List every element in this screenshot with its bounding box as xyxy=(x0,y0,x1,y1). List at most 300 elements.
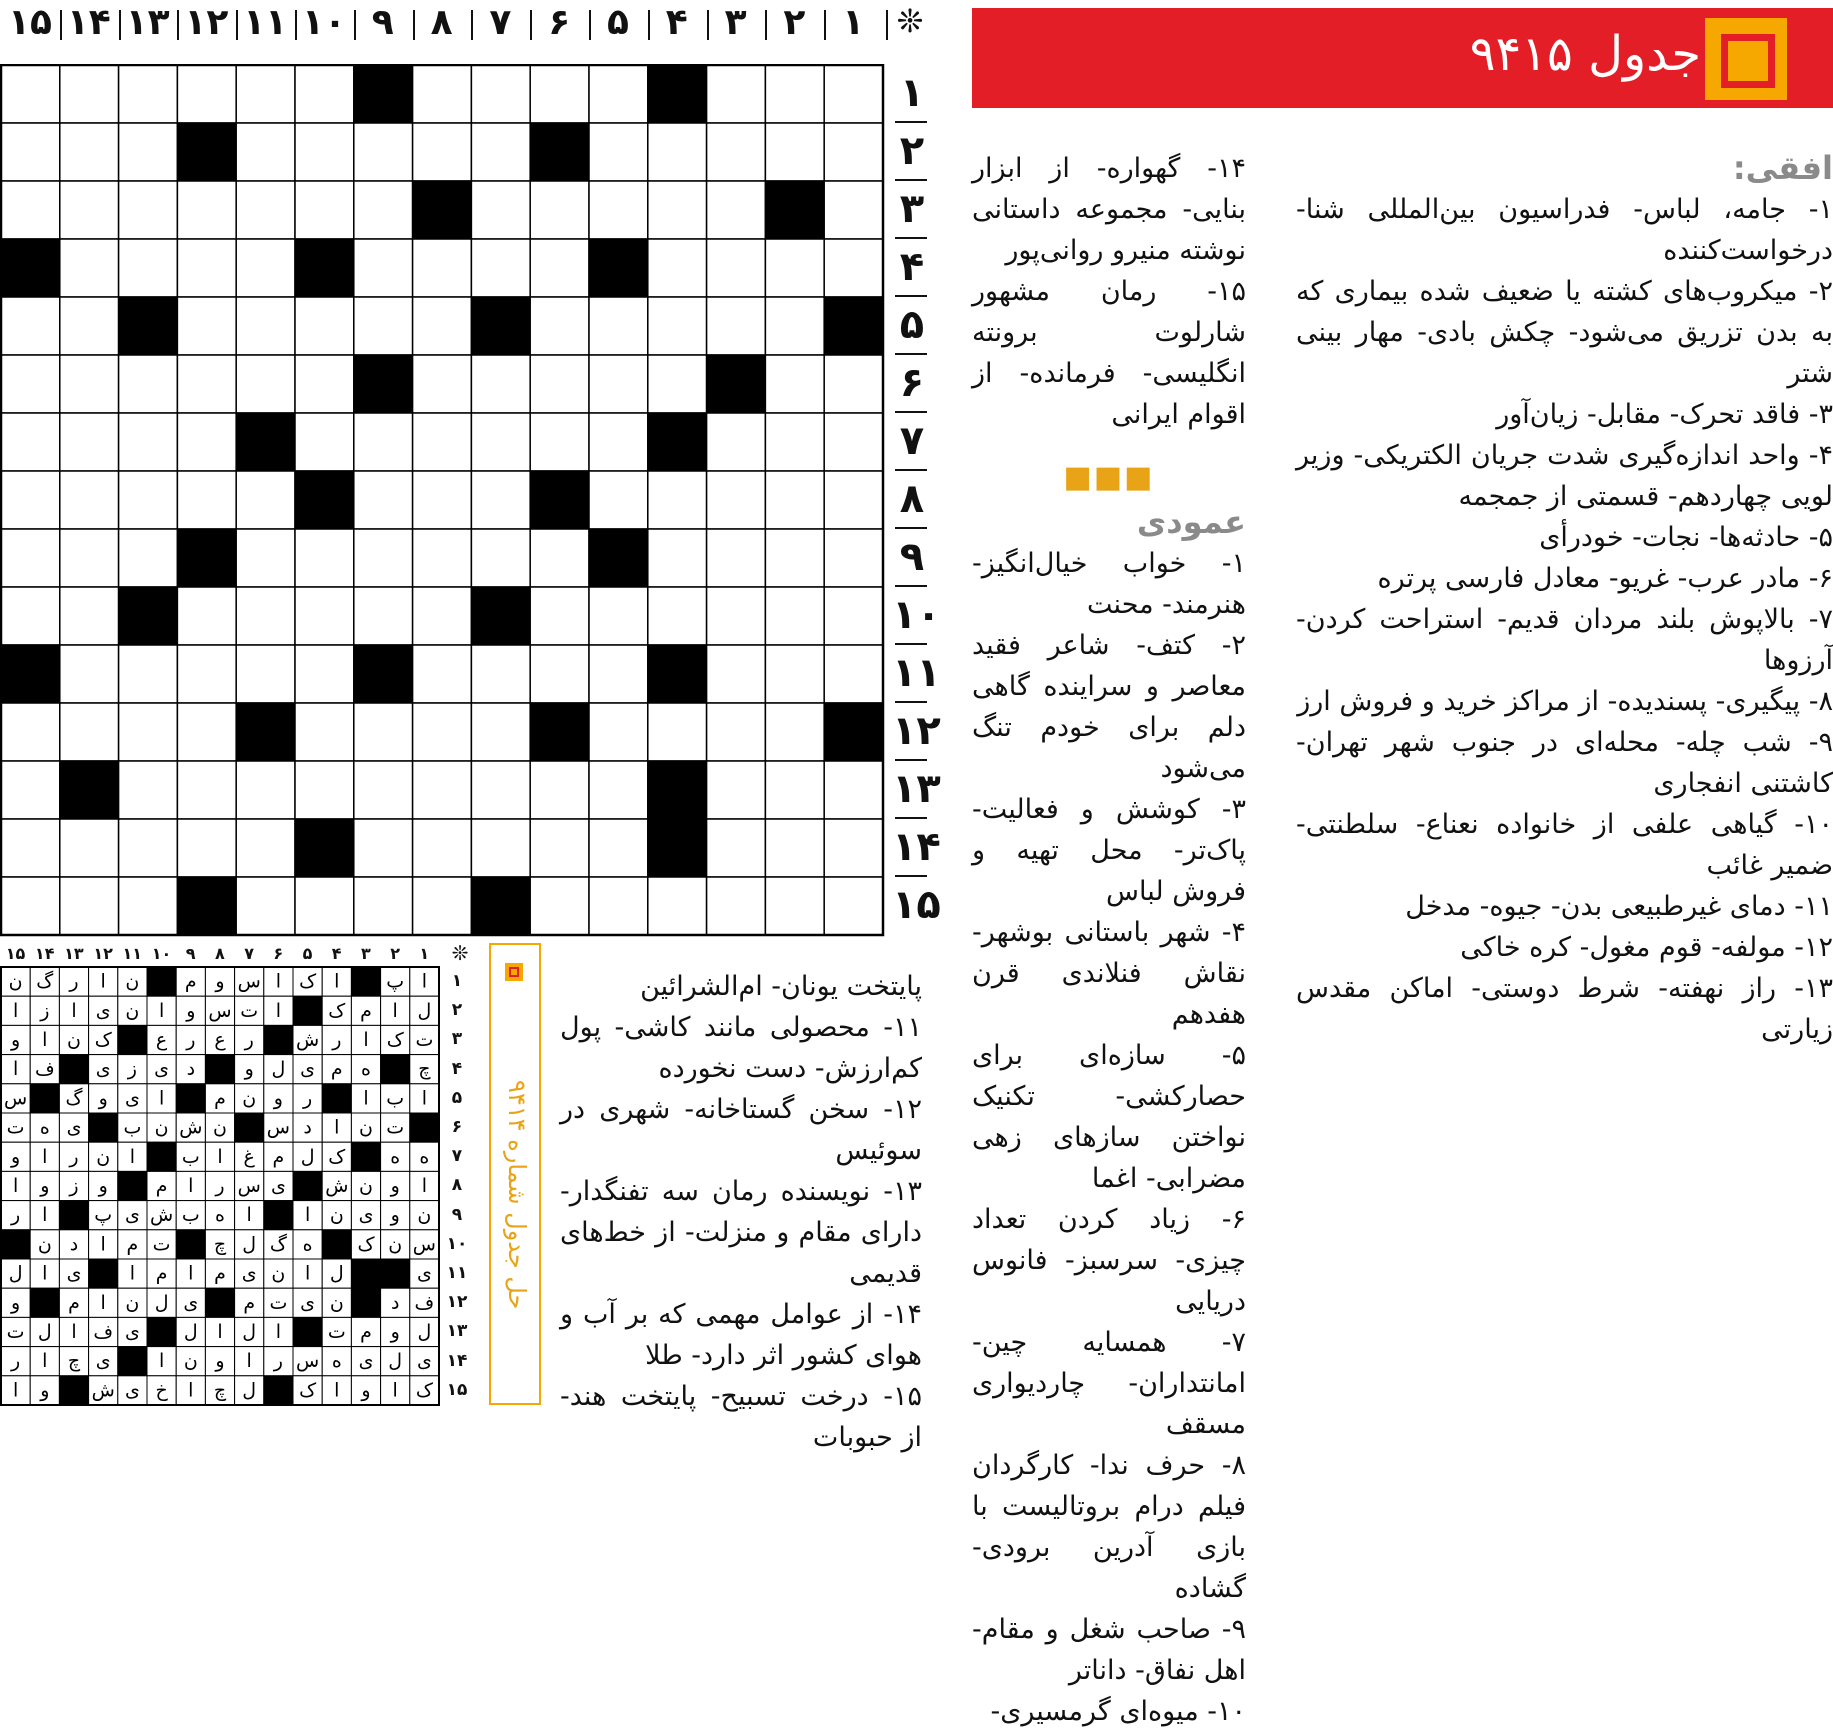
grid-cell[interactable] xyxy=(648,703,707,761)
solution-block-cell xyxy=(351,1288,380,1317)
solution-letter: س xyxy=(295,1350,320,1373)
grid-cell[interactable] xyxy=(119,761,178,819)
solution-letter: ا xyxy=(158,1087,165,1110)
grid-cell[interactable] xyxy=(1,587,60,645)
grid-cell[interactable] xyxy=(177,587,236,645)
grid-cell[interactable] xyxy=(707,471,766,529)
grid-cell[interactable] xyxy=(295,413,354,471)
grid-cell[interactable] xyxy=(295,297,354,355)
grid-cell[interactable] xyxy=(589,471,648,529)
grid-column-number: ۱۵ xyxy=(8,2,52,43)
grid-cell[interactable] xyxy=(413,471,472,529)
grid-block-cell xyxy=(648,413,707,471)
grid-cell[interactable] xyxy=(707,877,766,935)
solution-letter: ا xyxy=(71,999,77,1022)
grid-cell[interactable] xyxy=(236,761,295,819)
grid-cell[interactable] xyxy=(824,645,883,703)
solution-letter: و xyxy=(186,999,196,1022)
grid-cell[interactable] xyxy=(707,123,766,181)
grid-cell[interactable] xyxy=(707,181,766,239)
grid-cell[interactable] xyxy=(119,877,178,935)
solution-row-number: ۸ xyxy=(451,1175,463,1196)
solution-letter: ن xyxy=(213,1116,227,1139)
grid-cell[interactable] xyxy=(589,297,648,355)
grid-cell[interactable] xyxy=(295,645,354,703)
grid-cell[interactable] xyxy=(648,471,707,529)
grid-cell[interactable] xyxy=(589,819,648,877)
solution-letter: ا xyxy=(100,1291,106,1314)
solution-block-cell xyxy=(410,1113,439,1142)
solution-letter: ک xyxy=(328,999,346,1022)
grid-cell[interactable] xyxy=(295,65,354,123)
solution-block-cell xyxy=(264,1025,293,1054)
solution-letter: ی xyxy=(416,1350,432,1373)
grid-cell[interactable] xyxy=(413,123,472,181)
solution-letter: ی xyxy=(95,999,111,1022)
grid-cell[interactable] xyxy=(765,703,824,761)
grid-block-cell xyxy=(824,297,883,355)
grid-cell[interactable] xyxy=(177,413,236,471)
across-clue: ۷- بالاپوش بلند مردان قدیم- استراحت کردن- آرزوها xyxy=(1296,604,1833,676)
grid-cell[interactable] xyxy=(707,819,766,877)
grid-cell[interactable] xyxy=(824,761,883,819)
solution-letter: ا xyxy=(334,1379,340,1402)
across-clue: ۱۳- راز نهفته- شرط دوستی- اماکن مقدس زیارتی xyxy=(1296,973,1833,1045)
solution-column-number: ۱۱ xyxy=(122,944,143,963)
solution-row-number: ۴ xyxy=(451,1058,463,1079)
solution-letter: ا xyxy=(217,1145,223,1168)
grid-cell[interactable] xyxy=(1,355,60,413)
grid-block-cell xyxy=(471,587,530,645)
grid-cell[interactable] xyxy=(119,181,178,239)
grid-cell[interactable] xyxy=(530,819,589,877)
grid-cell[interactable] xyxy=(765,645,824,703)
across-clue: ۱۲- مولفه- قوم مغول- کره خاکی xyxy=(1460,932,1833,963)
grid-row-number: ۱ xyxy=(899,70,925,116)
grid-cell[interactable] xyxy=(530,529,589,587)
grid-cell[interactable] xyxy=(471,413,530,471)
grid-cell[interactable] xyxy=(1,181,60,239)
solution-letter: ا xyxy=(158,999,165,1022)
grid-cell[interactable] xyxy=(60,587,119,645)
grid-cell[interactable] xyxy=(471,65,530,123)
grid-cell[interactable] xyxy=(177,703,236,761)
grid-cell[interactable] xyxy=(589,587,648,645)
grid-cell[interactable] xyxy=(354,239,413,297)
grid-cell[interactable] xyxy=(413,761,472,819)
grid-cell[interactable] xyxy=(765,529,824,587)
solution-letter: ا xyxy=(188,1262,194,1285)
grid-cell[interactable] xyxy=(236,529,295,587)
grid-cell[interactable] xyxy=(60,181,119,239)
grid-cell[interactable] xyxy=(707,297,766,355)
grid-cell[interactable] xyxy=(707,645,766,703)
grid-cell[interactable] xyxy=(413,65,472,123)
grid-cell[interactable] xyxy=(60,413,119,471)
grid-cell[interactable] xyxy=(236,645,295,703)
grid-cell[interactable] xyxy=(354,587,413,645)
grid-cell[interactable] xyxy=(1,877,60,935)
grid-cell[interactable] xyxy=(1,819,60,877)
grid-cell[interactable] xyxy=(413,239,472,297)
grid-cell[interactable] xyxy=(413,297,472,355)
grid-cell[interactable] xyxy=(589,877,648,935)
grid-cell[interactable] xyxy=(530,645,589,703)
grid-cell[interactable] xyxy=(236,587,295,645)
grid-cell[interactable] xyxy=(413,877,472,935)
solution-block-cell xyxy=(59,1055,88,1084)
solution-block-cell xyxy=(322,1084,351,1113)
grid-cell[interactable] xyxy=(119,355,178,413)
grid-cell[interactable] xyxy=(530,297,589,355)
grid-cell[interactable] xyxy=(765,877,824,935)
grid-cell[interactable] xyxy=(530,65,589,123)
grid-cell[interactable] xyxy=(765,65,824,123)
solution-letter: و xyxy=(40,1379,50,1402)
grid-cell[interactable] xyxy=(471,761,530,819)
grid-cell[interactable] xyxy=(824,877,883,935)
solution-letter: ش xyxy=(325,1175,349,1197)
grid-cell[interactable] xyxy=(707,761,766,819)
grid-cell[interactable] xyxy=(765,819,824,877)
grid-cell[interactable] xyxy=(471,471,530,529)
solution-row-number: ۱۰ xyxy=(446,1233,468,1254)
grid-cell[interactable] xyxy=(648,181,707,239)
across-clues-continued xyxy=(972,148,1246,435)
grid-cell[interactable] xyxy=(354,297,413,355)
grid-cell[interactable] xyxy=(589,761,648,819)
solution-letter: م xyxy=(360,1321,372,1343)
grid-cell[interactable] xyxy=(413,703,472,761)
grid-cell[interactable] xyxy=(413,819,472,877)
solution-letter: ک xyxy=(357,1233,375,1256)
down-title: عمودی xyxy=(1136,503,1246,541)
grid-cell[interactable] xyxy=(295,355,354,413)
grid-cell[interactable] xyxy=(530,761,589,819)
grid-cell[interactable] xyxy=(824,123,883,181)
grid-cell[interactable] xyxy=(1,529,60,587)
solution-letter: ا xyxy=(12,1175,19,1197)
solution-letter: گ xyxy=(269,1233,287,1256)
grid-cell[interactable] xyxy=(119,645,178,703)
grid-block-cell xyxy=(765,181,824,239)
grid-cell[interactable] xyxy=(707,239,766,297)
solution-letter: و xyxy=(40,1175,50,1197)
across-clue: ۱- جامه، لباس- فدراسیون بین‌المللی شنا- درخواست‌کننده xyxy=(1296,194,1833,266)
grid-cell[interactable] xyxy=(589,645,648,703)
solution-letter: چ xyxy=(213,1233,227,1256)
solution-letter: م xyxy=(155,1262,168,1285)
grid-cell[interactable] xyxy=(471,529,530,587)
grid-cell[interactable] xyxy=(295,703,354,761)
solution-grid xyxy=(0,966,440,1406)
solution-letter: م xyxy=(214,1087,226,1110)
grid-cell[interactable] xyxy=(824,471,883,529)
row-separator xyxy=(895,469,927,471)
grid-cell[interactable] xyxy=(60,819,119,877)
grid-cell[interactable] xyxy=(1,761,60,819)
grid-cell[interactable] xyxy=(765,297,824,355)
grid-cell[interactable] xyxy=(177,819,236,877)
grid-cell[interactable] xyxy=(707,65,766,123)
grid-cell[interactable] xyxy=(413,529,472,587)
grid-cell[interactable] xyxy=(177,645,236,703)
grid-cell[interactable] xyxy=(530,587,589,645)
grid-cell[interactable] xyxy=(354,877,413,935)
grid-cell[interactable] xyxy=(60,297,119,355)
grid-cell[interactable] xyxy=(177,297,236,355)
solution-letter: س xyxy=(208,999,232,1022)
solution-letter: ب xyxy=(386,1087,405,1110)
grid-cell[interactable] xyxy=(707,703,766,761)
solution-letter: ی xyxy=(66,1116,82,1139)
solution-row-number: ۱۵ xyxy=(446,1379,468,1400)
grid-cell[interactable] xyxy=(824,413,883,471)
grid-cell[interactable] xyxy=(295,181,354,239)
grid-cell[interactable] xyxy=(177,181,236,239)
grid-cell[interactable] xyxy=(177,65,236,123)
grid-cell[interactable] xyxy=(119,703,178,761)
clues-column-left xyxy=(560,966,922,1458)
solution-letter: و xyxy=(390,1175,400,1197)
grid-cell[interactable] xyxy=(707,529,766,587)
grid-cell[interactable] xyxy=(765,413,824,471)
grid-cell[interactable] xyxy=(1,65,60,123)
grid-cell[interactable] xyxy=(824,587,883,645)
grid-block-cell xyxy=(236,703,295,761)
grid-cell[interactable] xyxy=(530,181,589,239)
solution-letter: ت xyxy=(240,999,259,1022)
crossword-grid[interactable] xyxy=(0,64,885,937)
grid-cell[interactable] xyxy=(236,877,295,935)
grid-cell[interactable] xyxy=(1,413,60,471)
grid-cell[interactable] xyxy=(119,123,178,181)
solution-letter: ی xyxy=(300,1291,316,1314)
solution-letter: ب xyxy=(181,1204,200,1227)
grid-cell[interactable] xyxy=(765,587,824,645)
grid-cell[interactable] xyxy=(1,703,60,761)
grid-row-number: ۵ xyxy=(899,302,925,348)
solution-letter: ل xyxy=(388,1350,403,1373)
solution-row-number: ۱۴ xyxy=(446,1350,468,1371)
solution-letter: ل xyxy=(242,1321,257,1343)
grid-column-number: ۶ xyxy=(548,2,571,43)
grid-block-cell xyxy=(354,65,413,123)
grid-cell[interactable] xyxy=(824,65,883,123)
grid-cell[interactable] xyxy=(471,645,530,703)
solution-letter: پ xyxy=(94,1204,113,1227)
grid-cell[interactable] xyxy=(295,877,354,935)
grid-cell[interactable] xyxy=(471,239,530,297)
grid-block-cell xyxy=(354,355,413,413)
grid-cell[interactable] xyxy=(60,645,119,703)
grid-cell[interactable] xyxy=(354,761,413,819)
grid-cell[interactable] xyxy=(354,529,413,587)
row-separator xyxy=(895,237,927,239)
grid-cell[interactable] xyxy=(707,413,766,471)
solution-letter: و xyxy=(11,1145,21,1168)
down-clue: ۱۳- نویسنده رمان سه تفنگدار- دارای مقام و منزلت- از خط‌های قدیمی xyxy=(560,1176,922,1289)
grid-cell[interactable] xyxy=(765,761,824,819)
solution-letter: س xyxy=(3,1087,28,1110)
grid-cell[interactable] xyxy=(648,123,707,181)
grid-cell[interactable] xyxy=(648,877,707,935)
grid-cell[interactable] xyxy=(824,355,883,413)
grid-block-cell xyxy=(1,645,60,703)
grid-cell[interactable] xyxy=(60,529,119,587)
grid-cell[interactable] xyxy=(413,587,472,645)
across-clue: ۱۰- گیاهی علفی از خانواده نعناع- سلطنتی- ضمیر غائب xyxy=(1296,809,1833,881)
grid-cell[interactable] xyxy=(589,355,648,413)
row-separator xyxy=(895,759,927,761)
solution-letter: ا xyxy=(217,1321,223,1343)
grid-cell[interactable] xyxy=(824,181,883,239)
solution-letter: و xyxy=(361,1379,371,1402)
grid-cell[interactable] xyxy=(471,703,530,761)
solution-letter: ر xyxy=(186,1029,196,1051)
grid-cell[interactable] xyxy=(1,471,60,529)
solution-block-cell xyxy=(89,1113,118,1142)
grid-cell[interactable] xyxy=(236,355,295,413)
grid-cell[interactable] xyxy=(236,819,295,877)
grid-cell[interactable] xyxy=(177,471,236,529)
grid-cell[interactable] xyxy=(530,877,589,935)
grid-cell[interactable] xyxy=(295,587,354,645)
solution-letter: د xyxy=(390,1291,400,1314)
grid-cell[interactable] xyxy=(589,123,648,181)
grid-block-cell xyxy=(413,181,472,239)
grid-cell[interactable] xyxy=(413,645,472,703)
solution-block-cell xyxy=(351,1259,380,1288)
grid-cell[interactable] xyxy=(530,355,589,413)
grid-cell[interactable] xyxy=(177,761,236,819)
grid-cell[interactable] xyxy=(765,471,824,529)
solution-letter: ر xyxy=(11,1350,21,1373)
grid-cell[interactable] xyxy=(1,123,60,181)
grid-cell[interactable] xyxy=(119,239,178,297)
grid-cell[interactable] xyxy=(354,123,413,181)
grid-cell[interactable] xyxy=(295,123,354,181)
grid-cell[interactable] xyxy=(295,529,354,587)
solution-column-number: ۱ xyxy=(419,944,430,963)
grid-cell[interactable] xyxy=(60,703,119,761)
solution-row-number: ۳ xyxy=(451,1029,463,1050)
solution-letter: ب xyxy=(181,1145,200,1168)
down-clue: ۱۵- درخت تسبیح- پایتخت هند- از حبوبات xyxy=(560,1381,922,1453)
grid-cell[interactable] xyxy=(236,123,295,181)
grid-cell[interactable] xyxy=(413,413,472,471)
grid-cell[interactable] xyxy=(824,819,883,877)
solution-letter: ز xyxy=(69,1175,79,1197)
grid-cell[interactable] xyxy=(236,297,295,355)
grid-cell[interactable] xyxy=(589,413,648,471)
grid-cell[interactable] xyxy=(177,355,236,413)
grid-cell[interactable] xyxy=(119,413,178,471)
grid-cell[interactable] xyxy=(648,529,707,587)
grid-cell[interactable] xyxy=(471,355,530,413)
solution-letter: ک xyxy=(328,1145,346,1168)
grid-cell[interactable] xyxy=(354,413,413,471)
grid-cell[interactable] xyxy=(765,355,824,413)
solution-block-cell xyxy=(147,1142,176,1171)
grid-cell[interactable] xyxy=(413,355,472,413)
solution-letter: و xyxy=(244,1058,254,1081)
solution-block-cell xyxy=(264,1376,293,1405)
grid-cell[interactable] xyxy=(119,65,178,123)
solution-letter: ی xyxy=(300,1058,316,1081)
grid-cell[interactable] xyxy=(60,239,119,297)
grid-cell[interactable] xyxy=(648,355,707,413)
grid-cell[interactable] xyxy=(295,761,354,819)
grid-cell[interactable] xyxy=(236,239,295,297)
solution-letter: و xyxy=(390,1321,400,1343)
solution-letter: ا xyxy=(42,1029,48,1051)
grid-cell[interactable] xyxy=(236,181,295,239)
grid-cell[interactable] xyxy=(354,471,413,529)
grid-cell[interactable] xyxy=(60,877,119,935)
grid-cell[interactable] xyxy=(60,65,119,123)
solution-block-cell xyxy=(59,1376,88,1405)
solution-letter: ت xyxy=(415,1029,434,1051)
solution-block-cell xyxy=(118,1347,147,1376)
grid-cell[interactable] xyxy=(648,587,707,645)
grid-cell[interactable] xyxy=(177,239,236,297)
grid-cell[interactable] xyxy=(354,181,413,239)
grid-cell[interactable] xyxy=(765,123,824,181)
row-separator xyxy=(895,643,927,645)
grid-cell[interactable] xyxy=(530,239,589,297)
grid-cell[interactable] xyxy=(119,529,178,587)
grid-cell[interactable] xyxy=(589,703,648,761)
grid-block-cell xyxy=(648,645,707,703)
grid-cell[interactable] xyxy=(648,239,707,297)
section-divider: ■■■ xyxy=(1063,460,1155,495)
grid-cell[interactable] xyxy=(119,471,178,529)
grid-cell[interactable] xyxy=(60,123,119,181)
grid-cell[interactable] xyxy=(765,239,824,297)
grid-cell[interactable] xyxy=(1,297,60,355)
grid-block-cell xyxy=(177,877,236,935)
grid-cell[interactable] xyxy=(471,123,530,181)
solution-row-number: ۱۱ xyxy=(446,1263,468,1283)
grid-cell[interactable] xyxy=(60,355,119,413)
grid-cell[interactable] xyxy=(60,471,119,529)
grid-cell[interactable] xyxy=(354,819,413,877)
grid-cell[interactable] xyxy=(471,819,530,877)
grid-cell[interactable] xyxy=(589,181,648,239)
solution-letter: ن xyxy=(125,970,140,993)
solution-letter: خ xyxy=(155,1379,168,1402)
solution-letter: ف xyxy=(34,1058,55,1081)
grid-cell[interactable] xyxy=(824,239,883,297)
grid-cell[interactable] xyxy=(824,529,883,587)
grid-cell[interactable] xyxy=(707,587,766,645)
grid-cell[interactable] xyxy=(236,65,295,123)
grid-cell[interactable] xyxy=(530,413,589,471)
grid-column-number: ۱۴ xyxy=(66,2,111,43)
solution-column-number: ۵ xyxy=(302,944,313,963)
row-separator xyxy=(895,875,927,877)
grid-cell[interactable] xyxy=(471,181,530,239)
solution-letter: ت xyxy=(6,1321,25,1343)
solution-letter: ز xyxy=(127,1058,137,1081)
grid-cell[interactable] xyxy=(236,471,295,529)
grid-cell[interactable] xyxy=(354,703,413,761)
grid-cell[interactable] xyxy=(119,819,178,877)
grid-column-number: ۱۰ xyxy=(302,2,346,43)
grid-cell[interactable] xyxy=(589,65,648,123)
grid-cell[interactable] xyxy=(648,297,707,355)
